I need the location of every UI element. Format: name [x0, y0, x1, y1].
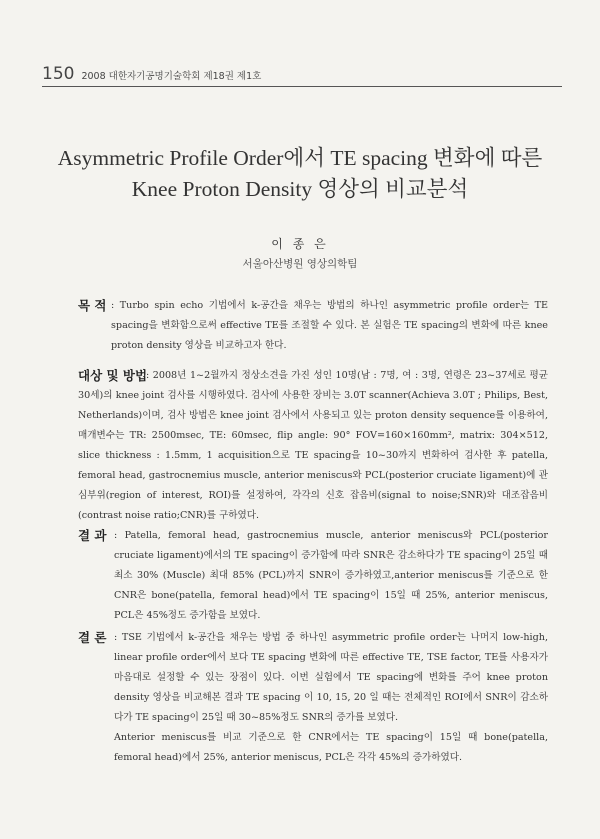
section-body-methods	[78, 366, 548, 526]
section-body-purpose	[78, 296, 548, 356]
section-purpose	[78, 296, 548, 356]
conclusion-text-2: Anterior meniscus를 비교 기준으로 한 CNR에서는 TE spacing이 15일 때 bone(patella, femoral head)에서 25%, anterior meniscus, PCL은 각각 45%의 증가하였다.	[114, 732, 548, 763]
section-label-methods: 대상 및 방법	[78, 368, 148, 383]
title-line-1: Asymmetric Profile Order에서 TE spacing 변화에 따른	[57, 146, 543, 170]
section-conclusion	[78, 628, 548, 768]
methods-text: : 2008년 1~2월까지 정상소견을 가진 성인 10명(남 : 7명, 여 : 3명, 연령은 23~37세로 평균30세)의 knee joint 검사를 시행하였다. 검사에 사용한 장비는 3.0T scanner(Achieva 3.0T ; Philips, Best, Netherlands)이며, 검사 방법은 knee joint 검사에서 사용되고 있는 proton density sequence를 이용하여, 매개변수는 TR: 2500msec, TE: 60msec, flip angle: 90° FOV=160×160mm², matrix: 304×512, slice thickness : 1.5mm, 1 acquisition으로 TE spacing을 10~30까지 변화하여 검사한 후 patella, femoral head, gastrocnemius muscle, anterior meniscus와 PCL(posterior cruciate ligament)에 관심부위(region of interest, ROI)를 설정하여, 각각의 신호 잡음비(signal to noise;SNR)와 대조잡음비(contrast noise ratio;CNR)를 구하였다.	[78, 370, 548, 521]
section-label-purpose: 목 적	[78, 298, 107, 313]
section-body-results	[78, 526, 548, 626]
author-affiliation: 서울아산병원 영상의학팀	[242, 258, 358, 270]
header-rule	[42, 86, 562, 87]
page-number: 150	[42, 64, 75, 84]
purpose-text: : Turbo spin echo 기법에서 k-공간을 채우는 방법의 하나인 asymmetric profile order는 TE spacing을 변화함으로써 effective TE를 조절할 수 있다. 본 실험은 TE spacing의 변화에 따른 knee proton density 영상을 비교하고자 한다.	[111, 300, 548, 351]
section-results	[78, 526, 548, 626]
paper-title	[40, 143, 560, 205]
conclusion-text: : TSE 기법에서 k-공간을 채우는 방법 중 하나인 asymmetric profile order는 나머지 low-high, linear profile order에서 보다 TE spacing 변화에 따른 effective TE, TSE factor, TE를 사용자가 마음대로 설정할 수 있는 장점이 있다. 이번 실험에서 TE spacing에 변화를 주어 knee proton density 영상을 비교해본 결과 TE spacing 이 10, 15, 20 일 때는 전체적인 ROI에서 SNR이 감소하다가 TE spacing이 25일 때 30~85%정도 SNR의 증가를 보였다.	[114, 632, 548, 723]
title-line-2: Knee Proton Density 영상의 비교분석	[131, 177, 469, 201]
section-methods	[78, 366, 548, 526]
author-name: 이 종 은	[271, 237, 329, 251]
section-label-conclusion: 결 론	[78, 630, 107, 645]
journal-name: 2008 대한자기공명기술학회 제18권 제1호	[81, 71, 262, 82]
results-text: : Patella, femoral head, gastrocnemius muscle, anterior meniscus와 PCL(posterior cruciate ligament)에서의 TE spacing이 증가함에 따라 SNR은 감소하다가 TE spacing이 25일 때 최소 30% (Muscle) 최대 85% (PCL)까지 SNR이 증가하였고,anterior meniscus를 기준으로 한 CNR은 bone(patella, femoral head)에서 TE spacing이 15일 때 25%, anterior meniscus, PCL은 45%정도 증가함을 보였다.	[114, 530, 548, 621]
section-label-results: 결 과	[78, 528, 107, 543]
running-header	[42, 64, 562, 84]
section-body-conclusion	[78, 628, 548, 768]
